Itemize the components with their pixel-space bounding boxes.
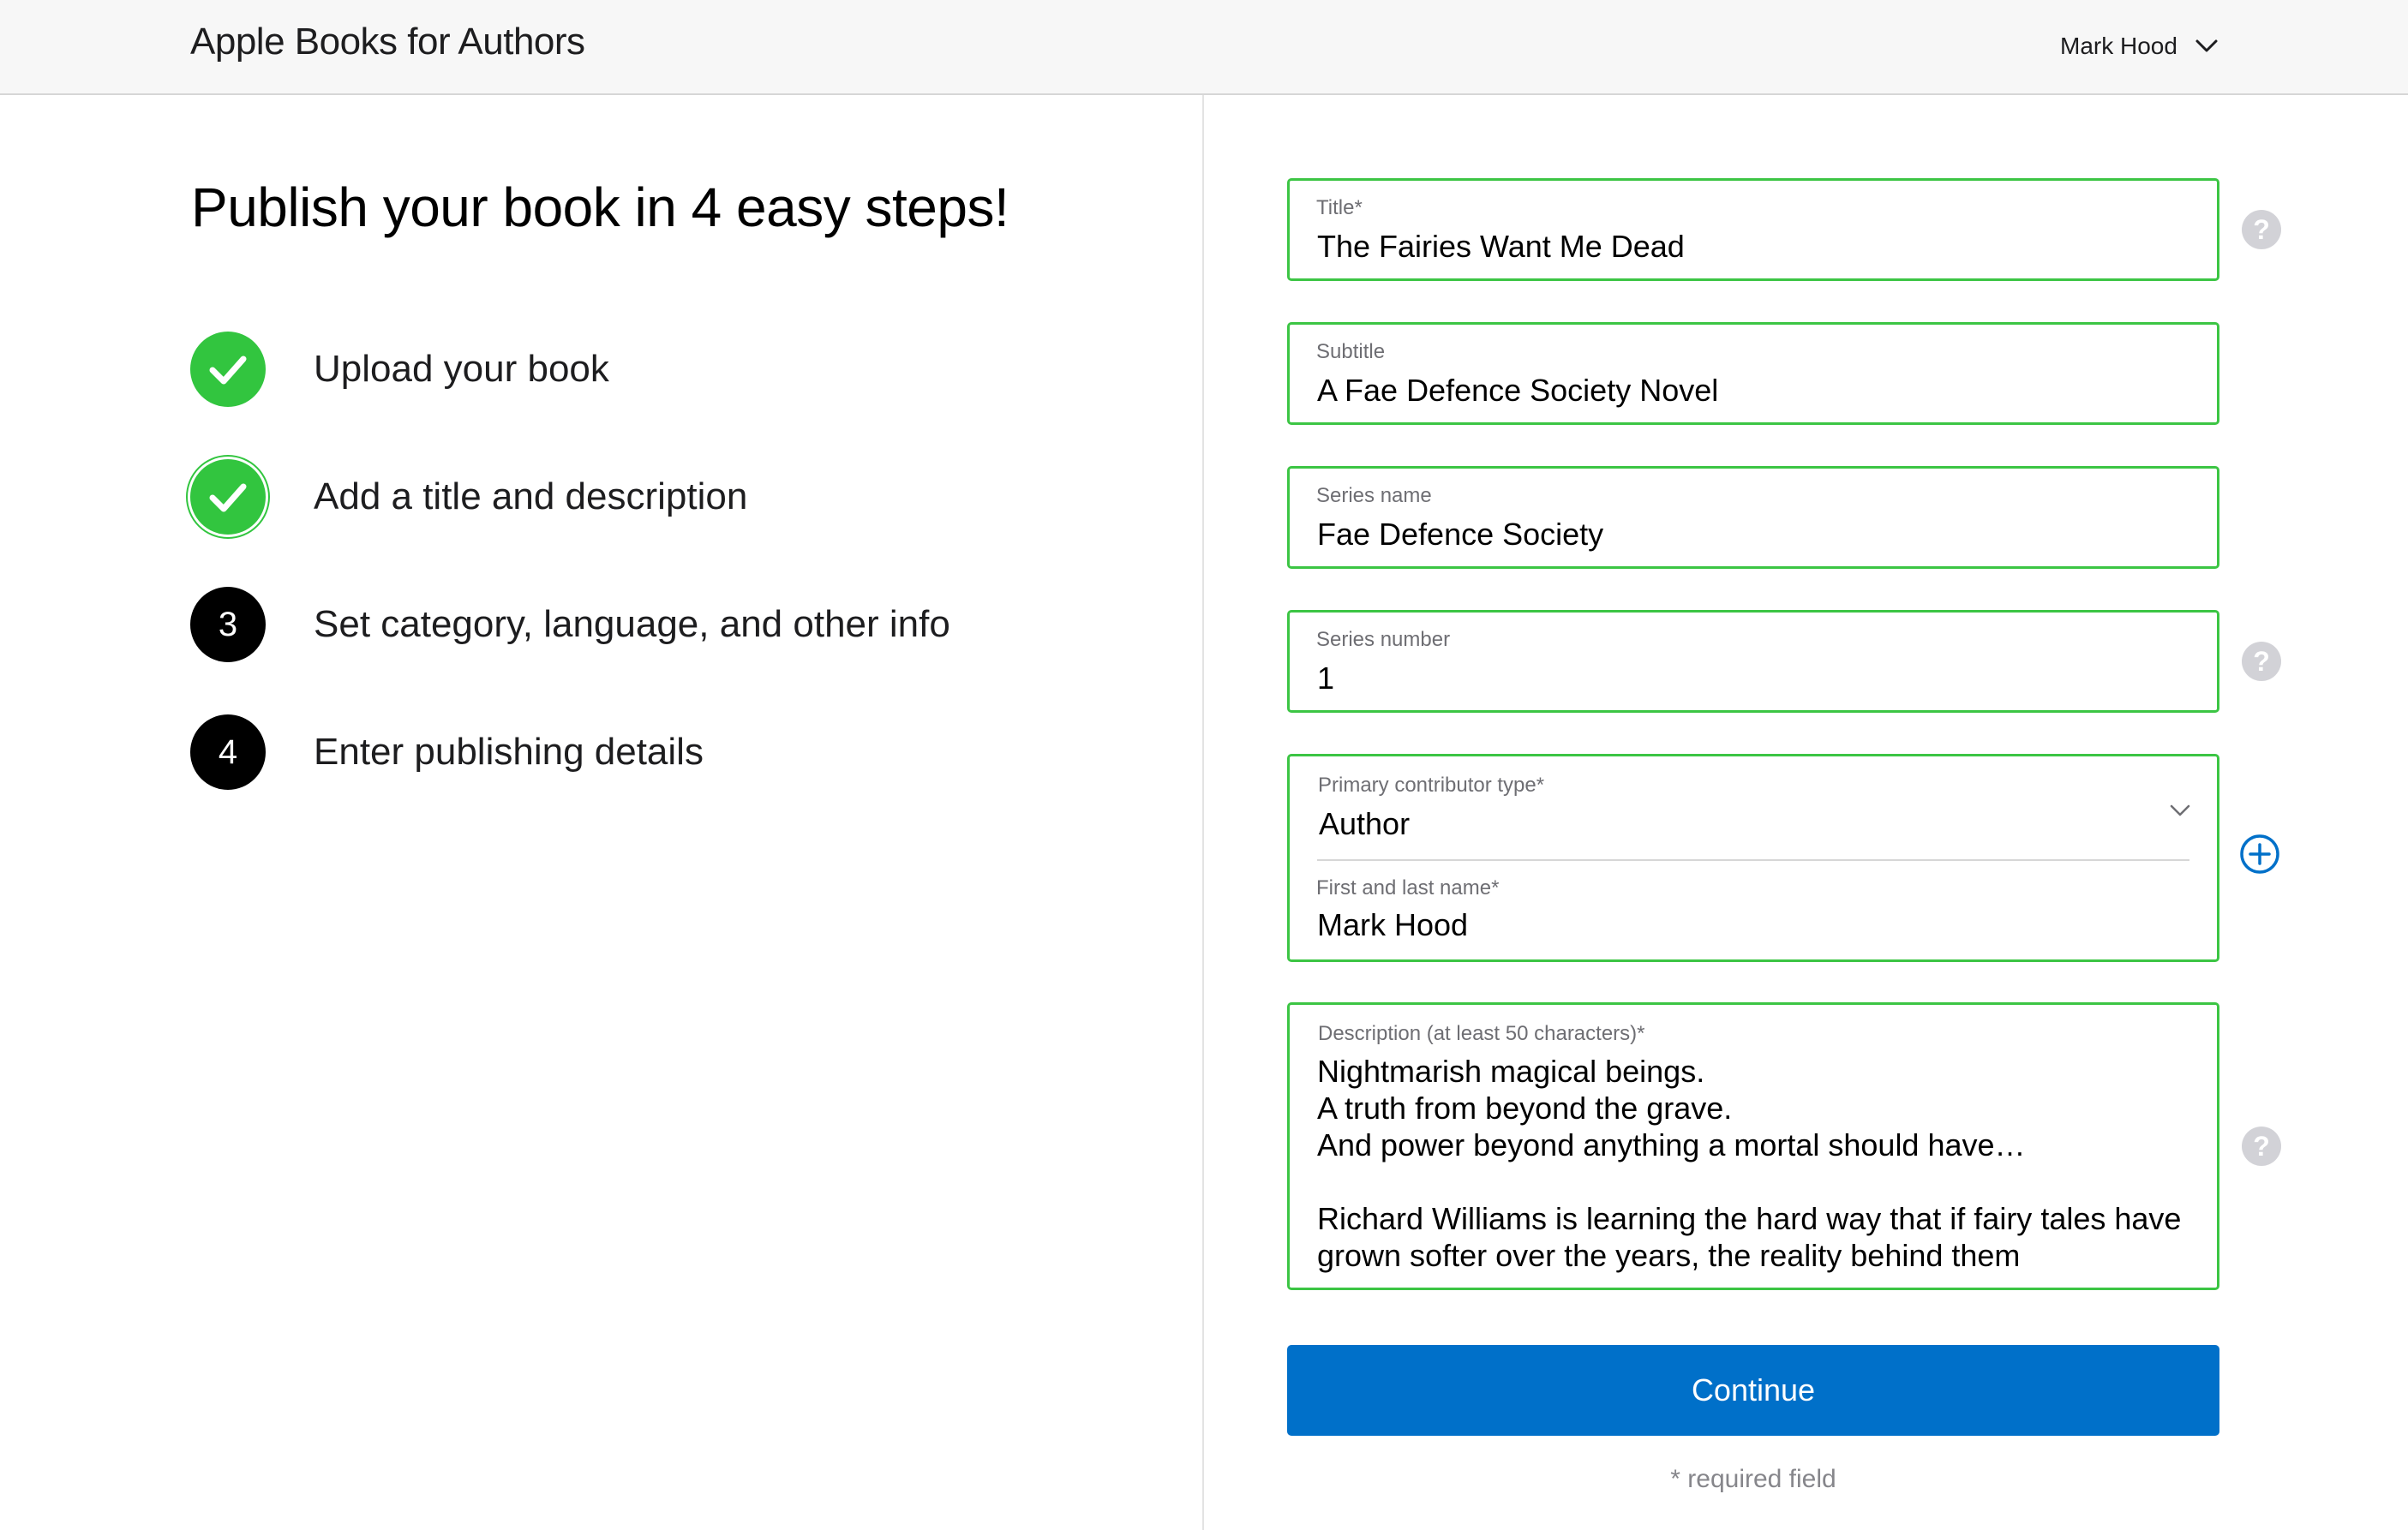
step-publishing-details <box>190 714 704 790</box>
help-icon[interactable]: ? <box>2242 642 2281 681</box>
series-number-field-label: Series number <box>1316 628 1451 651</box>
title-input[interactable]: The Fairies Want Me Dead <box>1317 229 1685 264</box>
contributor-group <box>1287 754 2219 962</box>
step-category-language <box>190 587 950 662</box>
page-title: Publish your book in 4 easy steps! <box>191 176 1009 238</box>
user-menu[interactable] <box>2060 33 2219 60</box>
help-icon[interactable]: ? <box>2242 210 2281 249</box>
help-icon[interactable]: ? <box>2242 1127 2281 1166</box>
series-name-field[interactable] <box>1287 466 2219 569</box>
contributor-name-input[interactable]: Mark Hood <box>1317 907 1469 942</box>
subtitle-field-label: Subtitle <box>1316 340 1386 363</box>
description-textarea[interactable]: Nightmarish magical beings. A truth from beyond the grave. And power beyond anything a mortal should have… Richard Williams is learning the hard way that if fairy tales have grown softer over the years, the reality behind them <box>1317 1054 2182 1273</box>
step-label: Upload your book <box>314 348 609 390</box>
user-name[interactable]: Mark Hood <box>2060 33 2177 59</box>
brand-title[interactable]: Apple Books for Authors <box>190 21 585 63</box>
description-field[interactable] <box>1287 1002 2219 1290</box>
step-number-badge: 4 <box>190 714 266 790</box>
series-name-field-label: Series name <box>1316 484 1432 507</box>
title-field-label: Title* <box>1316 196 1363 219</box>
series-number-field[interactable] <box>1287 610 2219 713</box>
description-field-label: Description (at least 50 characters)* <box>1318 1022 1645 1045</box>
contributor-type-label: Primary contributor type* <box>1318 774 1545 797</box>
step-label: Enter publishing details <box>314 731 704 773</box>
series-number-input[interactable]: 1 <box>1317 660 1335 696</box>
title-field[interactable] <box>1287 178 2219 281</box>
series-name-input[interactable]: Fae Defence Society <box>1317 517 1604 552</box>
contributor-divider <box>1317 859 2189 861</box>
step-label: Set category, language, and other info <box>314 603 950 645</box>
add-contributor-icon[interactable] <box>2238 833 2281 876</box>
checkmark-icon <box>190 459 266 535</box>
subtitle-field[interactable] <box>1287 322 2219 425</box>
step-upload <box>190 332 609 407</box>
contributor-name-label: First and last name* <box>1316 876 1500 899</box>
subtitle-input[interactable]: A Fae Defence Society Novel <box>1317 373 1719 408</box>
top-bar <box>0 0 2408 95</box>
step-number-badge: 3 <box>190 587 266 662</box>
step-title-description <box>190 459 747 535</box>
column-divider <box>1202 95 1204 1530</box>
chevron-down-icon[interactable] <box>2169 803 2191 818</box>
checkmark-icon <box>190 332 266 407</box>
continue-button[interactable]: Continue <box>1287 1345 2219 1436</box>
chevron-down-icon[interactable] <box>2195 38 2219 55</box>
step-label: Add a title and description <box>314 475 748 517</box>
contributor-type-select[interactable]: Author <box>1319 806 1411 841</box>
required-field-note: * required field <box>1670 1465 1836 1493</box>
